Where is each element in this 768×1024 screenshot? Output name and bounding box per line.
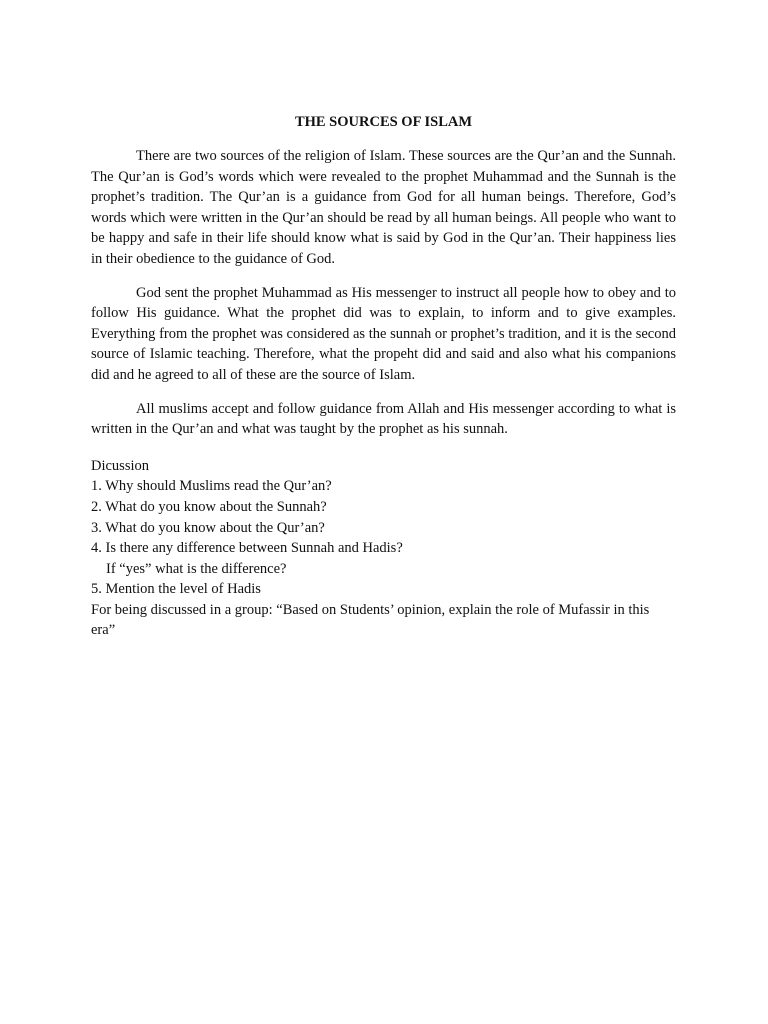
question-4-followup: If “yes” what is the difference?	[106, 560, 287, 577]
question-4: 4. Is there any difference between Sunnah and Hadis?	[91, 540, 403, 557]
question-3: 3. What do you know about the Qur’an?	[91, 519, 325, 536]
document-title: THE SOURCES OF ISLAM	[294, 114, 473, 130]
group-task: For being discussed in a group: “Based on Students’ opinion, explain the role of Mufassir in this era”	[91, 601, 650, 639]
discussion-section	[91, 456, 676, 641]
question-5: 5. Mention the level of Hadis	[91, 581, 261, 598]
document-page	[91, 112, 676, 641]
paragraph-3: All muslims accept and follow guidance from Allah and His messenger according to what is written in the Qur’an and what was taught by the prophet as his sunnah.	[91, 400, 676, 438]
question-1: 1. Why should Muslims read the Qur’an?	[91, 478, 332, 495]
question-2: 2. What do you know about the Sunnah?	[91, 498, 327, 515]
paragraph-1: There are two sources of the religion of Islam. These sources are the Qur’an and the Sunnah. The Qur’an is God’s words which were revealed to the prophet Muhammad and the Sunnah is the prophet’s tradition. The Qur’an is a guidance from God for all human beings. Therefore, God’s words which were written in the Qur’an should be read by all human beings. All people who want to be happy and safe in their life should know what is said by God in the Qur’an. Their happiness lies in their obedience to the guidance of God.	[91, 148, 676, 267]
discussion-heading: Dicussion	[91, 457, 149, 474]
paragraph-2: God sent the prophet Muhammad as His messenger to instruct all people how to obey and to follow His guidance. What the prophet did was to explain, to inform and to give examples. Everything from the prophet was considered as the sunnah or prophet’s tradition, and it is the second source of Islamic teaching. Therefore, what the propeht did and said and also what his companions did and he agreed to all of these are the source of Islam.	[91, 284, 676, 383]
